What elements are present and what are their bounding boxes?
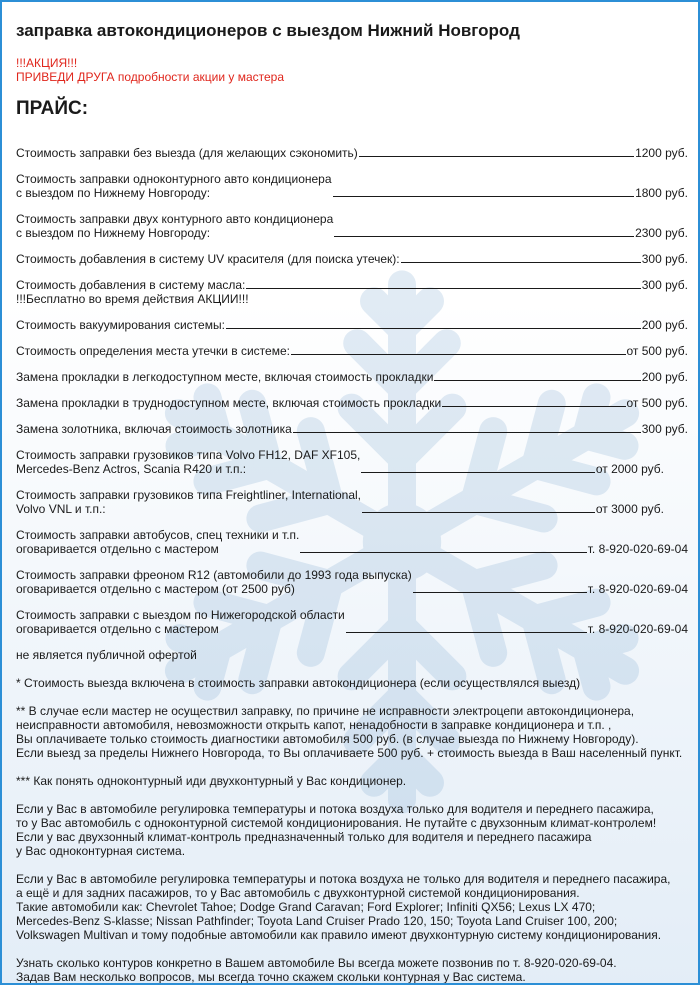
- leader-line: [293, 432, 641, 433]
- leader-line: [291, 354, 626, 355]
- leader-line: [346, 632, 587, 633]
- price-label: Стоимость заправки двух контурного авто кондиционера с выездом по Нижнему Новгороду:: [16, 212, 334, 240]
- price-label: Стоимость определения места утечки в системе:: [16, 344, 290, 358]
- price-item: [16, 212, 688, 240]
- price-value: от 500 руб.: [626, 396, 688, 410]
- leader-line: [333, 196, 635, 197]
- price-label: Замена прокладки в труднодоступном месте, включая стоимость прокладки: [16, 396, 442, 410]
- price-item: [16, 448, 688, 476]
- price-item: [16, 146, 688, 160]
- leader-line: [413, 592, 587, 593]
- price-item: [16, 172, 688, 200]
- price-label: Стоимость добавления в систему масла:: [16, 278, 246, 292]
- price-value: 1200 руб.: [635, 146, 688, 160]
- price-item: [16, 608, 688, 636]
- price-item: [16, 568, 688, 596]
- price-label: Стоимость заправки одноконтурного авто кондиционера с выездом по Нижнему Новгороду:: [16, 172, 332, 200]
- price-heading: ПРАЙС:: [16, 98, 89, 119]
- price-item: [16, 528, 688, 556]
- leader-line: [361, 472, 595, 473]
- price-value: от 2000 руб.: [595, 462, 664, 476]
- price-value: 300 руб.: [641, 422, 688, 436]
- price-label: Замена прокладки в легкодоступном месте, включая стоимость прокладки: [16, 370, 434, 384]
- leader-line: [359, 156, 634, 157]
- price-item: [16, 252, 688, 266]
- price-item: [16, 488, 688, 516]
- price-item: [16, 344, 688, 358]
- price-item: [16, 396, 688, 410]
- price-label: Стоимость заправки с выездом по Нижегородской области оговаривается отдельно с мастером: [16, 608, 345, 636]
- price-value: 300 руб.: [641, 252, 688, 266]
- footnote-diagnostics: ** В случае если мастер не осуществил заправку, по причине не исправности электроцепи автокондиционера, неисправности автомобиля, невозможности открыть капот, ненадобности в заправке кондиционера и т.п. , Вы оплачиваете только стоимость диагностики автомобиля 500 руб. (в случае выезда по Нижнему Новгороду). Если выезд за пределы Нижнего Новгорода, то Вы оплачиваете 500 руб. + стоимость выезда в Ваш населенный пункт.: [16, 704, 683, 760]
- promo-text: ПРИВЕДИ ДРУГА подробности акции у мастера: [16, 70, 285, 84]
- leader-line: [226, 328, 641, 329]
- price-item: [16, 278, 688, 306]
- price-label: Замена золотника, включая стоимость золотника: [16, 422, 292, 436]
- leader-line: [300, 552, 586, 553]
- footnote-visit: * Стоимость выезда включена в стоимость заправки автокондиционера (если осуществлялся выезд): [16, 676, 581, 690]
- leader-line: [334, 236, 634, 237]
- price-value: 300 руб.: [641, 278, 688, 292]
- price-value: 1800 руб.: [635, 186, 688, 200]
- promo-block: [16, 56, 688, 84]
- price-item: [16, 318, 688, 332]
- offer-disclaimer: не является публичной офертой: [16, 648, 197, 662]
- price-label: Стоимость заправки фреоном R12 (автомобили до 1993 года выпуска) оговаривается отдельно с мастером (от 2500 руб): [16, 568, 412, 596]
- leader-line: [401, 262, 641, 263]
- page-title: заправка автокондиционеров с выездом Нижний Новгород: [16, 21, 520, 40]
- price-label: Стоимость заправки грузовиков типа Freightliner, International, Volvo VNL и т.п.:: [16, 488, 362, 516]
- price-label: Стоимость добавления в систему UV красителя (для поиска утечек):: [16, 252, 400, 266]
- leader-line: [246, 288, 640, 289]
- price-value: т. 8-920-020-69-04: [587, 622, 688, 636]
- notes: [16, 648, 688, 984]
- price-value: от 3000 руб.: [595, 502, 664, 516]
- price-list: [16, 146, 688, 636]
- price-item: [16, 422, 688, 436]
- price-label: Стоимость заправки грузовиков типа Volvo FH12, DAF XF105, Mercedes-Benz Actros, Scania R420 и т.п.:: [16, 448, 361, 476]
- footnote-circuits-question: *** Как понять одноконтурный иди двухконтурный у Вас кондиционер.: [16, 774, 407, 788]
- promo-headline: !!!АКЦИЯ!!!: [16, 56, 78, 70]
- contact-note: Узнать сколько контуров конкретно в Вашем автомобиле Вы всегда можете позвонив по т. 8-920-020-69-04. Задав Вам несколько вопросов, мы всегда точно скажем скольки контурная у Вас система.: [16, 956, 617, 984]
- price-value: 200 руб.: [641, 370, 688, 384]
- dual-circuit-explanation: Если у Вас в автомобиле регулировка температуры и потока воздуха не только для водителя и переднего пасажира, а ещё и для задних пасажиров, то у Вас автомобиль с двухконтурной системой кондиционирования. Такие автомобили как: Chevrolet Tahoe; Dodge Grand Caravan; Ford Explorer; Infiniti QX56; Lexus LX 470; Mercedes-Benz S-klasse; Nissan Pathfinder; Toyota Land Cruiser Prado 120, 150; Toyota Land Cruiser 100, 200; Volkswagen Multivan и тому подобные автомобили как правило имеют двухконтурную систему кондиционирования.: [16, 872, 671, 942]
- leader-line: [442, 406, 625, 407]
- price-label: Стоимость заправки без выезда (для желающих сэкономить): [16, 146, 358, 160]
- price-value: 2300 руб.: [635, 226, 688, 240]
- price-label: Стоимость заправки автобусов, спец техники и т.п. оговаривается отдельно с мастером: [16, 528, 300, 556]
- price-value: 200 руб.: [641, 318, 688, 332]
- oil-promo-note: !!!Бесплатно во время действия АКЦИИ!!!: [16, 292, 249, 306]
- price-label: Стоимость вакуумирования системы:: [16, 318, 225, 332]
- price-item: [16, 370, 688, 384]
- price-value: т. 8-920-020-69-04: [587, 542, 688, 556]
- leader-line: [362, 512, 595, 513]
- leader-line: [434, 380, 640, 381]
- single-circuit-explanation: Если у Вас в автомобиле регулировка температуры и потока воздуха только для водителя и переднего пасажира, то у Вас автомобиль с одноконтурной системой кондиционирования. Не путайте с двухзонным климат-контролем! Если у вас двухзонный климат-контроль предназначенный только для водителя и переднего пасажира у Вас одноконтурная система.: [16, 802, 657, 858]
- price-value: т. 8-920-020-69-04: [587, 582, 688, 596]
- content: [16, 12, 688, 985]
- price-value: от 500 руб.: [626, 344, 688, 358]
